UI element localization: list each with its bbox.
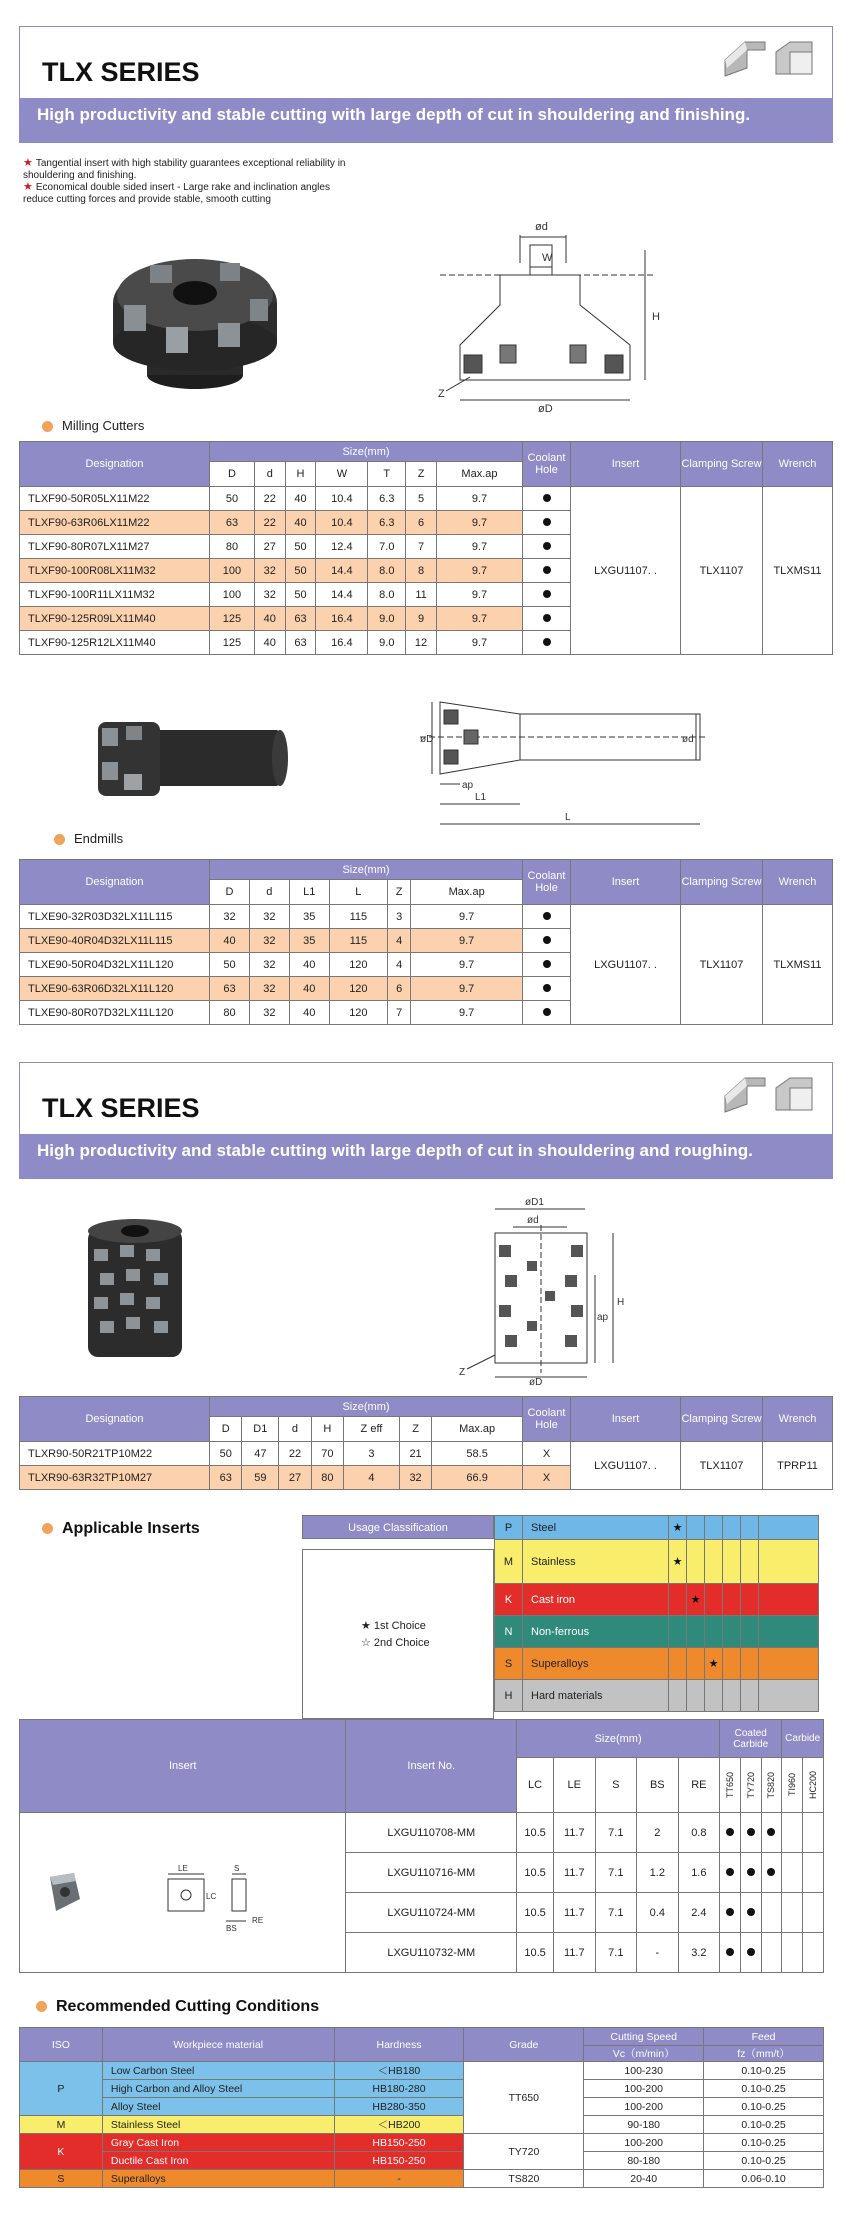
roughing-cutter-photo [80,1215,190,1365]
endmill-photo [90,712,290,812]
grade-cell [723,1516,741,1540]
star-icon: ★ [23,181,33,193]
material-spacer [759,1516,819,1540]
milling-cutter-drawing [430,215,670,415]
svg-text:LE: LE [178,1864,188,1873]
grade-cell [741,1516,759,1540]
material-row [495,1584,819,1616]
material-row [495,1616,819,1648]
material-name: Superalloys [523,1648,669,1680]
material-name: Steel [523,1516,669,1540]
coolant-dot-icon [543,518,551,526]
coolant-dot-icon [543,494,551,502]
table-row: TLXF90-63R06LX11M22 63 22 40 10.4 6.3 6 9.7 [20,511,833,535]
table-row: M Stainless Steel ＜HB200 90-180 0.10-0.25 [20,2116,824,2134]
grade-cell [741,1584,759,1616]
recommended-dot-icon [726,1908,734,1916]
coolant-dot-icon [543,638,551,646]
grade-cell: ★ [669,1516,687,1540]
svg-text:øD: øD [420,734,434,745]
grade-cell [705,1584,723,1616]
table-row: P Low Carbon Steel ＜HB180 TT650 100-230 0.10-0.25 [20,2062,824,2080]
recommended-dot-icon [726,1868,734,1876]
material-spacer [759,1584,819,1616]
material-spacer [759,1648,819,1680]
grade-cell: ★ [669,1540,687,1584]
material-spacer [759,1540,819,1584]
svg-text:Z: Z [438,388,445,400]
table-row: TLXF90-100R08LX11M32 100 32 50 14.4 8.0 8 9.7 [20,559,833,583]
coolant-dot-icon [543,936,551,944]
svg-text:ød: ød [535,221,548,233]
table-row: High Carbon and Alloy Steel HB180-280 100-200 0.10-0.25 [20,2080,824,2098]
table-row: TLXE90-80R07D32LX11L120 80 32 40 120 7 9.7 [20,1001,833,1025]
svg-text:S: S [234,1864,240,1873]
insert-table [19,1719,824,1972]
second-choice-legend: ☆ 2nd Choice [361,1637,430,1649]
table-row: TLXE90-50R04D32LX11L120 50 32 40 120 4 9.7 [20,953,833,977]
svg-text:ød: ød [682,734,694,745]
grade-cell [723,1648,741,1680]
svg-text:RE: RE [252,1916,264,1925]
material-classification-grid [494,1515,824,1719]
coolant-dot-icon [543,542,551,550]
svg-text:Z: Z [459,1367,466,1378]
grade-cell [687,1680,705,1712]
grade-cell [741,1680,759,1712]
grade-cell [705,1680,723,1712]
shoulder-icon [723,1074,767,1114]
roughing-cutter-drawing [455,1195,635,1385]
feature-2: ★ Economical double sided insert - Large rake and inclination angles reduce cutting forces and provide stable, smooth cutting [23,181,330,205]
material-name: Stainless [523,1540,669,1584]
grade-cell [669,1648,687,1680]
svg-text:W: W [542,252,553,264]
svg-text:L1: L1 [475,792,487,803]
table-row: TLXF90-125R12LX11M40 125 40 63 16.4 9.0 12 9.7 [20,631,833,655]
star-icon: ★ [23,157,33,169]
material-name: Non-ferrous [523,1616,669,1648]
face-icon [772,1074,816,1114]
grade-cell [705,1616,723,1648]
svg-text:ød: ød [527,1215,539,1226]
recommended-dot-icon [747,1868,755,1876]
series-title-2: TLX SERIES [42,1093,200,1123]
recommended-dot-icon [726,1948,734,1956]
grade-cell [705,1540,723,1584]
series-title-1: TLX SERIES [42,57,200,87]
table-row: LE LC S BS RE LXGU110708-MM 10.5 11.7 7.1 2 0.8 [20,1813,824,1853]
bullet-icon [36,2001,47,2012]
grade-cell [669,1584,687,1616]
svg-text:H: H [652,311,660,323]
table-row: Ductile Cast Iron HB150-250 80-180 0.10-0.25 [20,2152,824,2170]
svg-text:ap: ap [462,780,474,791]
face-icon [772,38,816,78]
material-row [495,1516,819,1540]
material-row [495,1540,819,1584]
svg-text:L: L [565,812,571,823]
cutting-conditions-title: Recommended Cutting Conditions [36,1998,319,2016]
material-spacer [759,1616,819,1648]
grade-cell: ★ [705,1648,723,1680]
recommended-dot-icon [726,1828,734,1836]
shoulder-icon [723,38,767,78]
grade-cell [723,1584,741,1616]
material-code: K [495,1584,523,1616]
table-row: TLXR90-50R21TP10M22 50 47 22 70 3 21 58.5 X LXGU1107. . TLX1107 TPRP11 [20,1442,833,1466]
grade-cell [723,1540,741,1584]
series-band-2: High productivity and stable cutting with large depth of cut in shouldering and roughing. [19,1134,833,1178]
grade-cell [687,1516,705,1540]
table-row: TLXF90-125R09LX11M40 125 40 63 16.4 9.0 9 9.7 [20,607,833,631]
coolant-dot-icon [543,614,551,622]
svg-text:øD: øD [538,403,553,415]
table-row: Alloy Steel HB280-350 100-200 0.10-0.25 [20,2098,824,2116]
bullet-icon [42,421,53,432]
recommended-dot-icon [767,1828,775,1836]
table-row: LXGU110732-MM 10.5 11.7 7.1 - 3.2 [20,1933,824,1973]
grade-cell [741,1648,759,1680]
material-row [495,1680,819,1712]
roughing-table: Designation Size(mm) Coolant Hole Insert Clamping Screw Wrench D D1 d H Z eff Z Max.ap TLXR90-50R21TP10M22 50 47 22 70 3 21 58.5 X LXGU1107. . TLX1107 TPRP11 TLXR90-63R32TP10M27 63 59 27 80 4 32 66.9 X [19,1396,833,1490]
coolant-dot-icon [543,960,551,968]
grade-cell [723,1680,741,1712]
table-row: K Gray Cast Iron HB150-250 TY720 100-200 0.10-0.25 [20,2134,824,2152]
coolant-dot-icon [543,566,551,574]
table-row: TLXE90-32R03D32LX11L115 32 32 35 115 3 9.7 LXGU1107. . TLX1107 TLXMS11 [20,905,833,929]
material-row [495,1648,819,1680]
recommended-dot-icon [767,1868,775,1876]
grade-cell [669,1680,687,1712]
insert-dimension-drawing [148,1859,278,1942]
svg-text:øD1: øD1 [525,1197,544,1208]
milling-cutters-label: Milling Cutters [42,418,144,433]
grade-cell [705,1516,723,1540]
table-row: TLXF90-100R11LX11M32 100 32 50 14.4 8.0 11 9.7 [20,583,833,607]
table-row: LXGU110716-MM 10.5 11.7 7.1 1.2 1.6 [20,1853,824,1893]
grade-cell [741,1616,759,1648]
endmills-label: Endmills [54,831,123,846]
grade-cell: ★ [687,1584,705,1616]
insert-photo [44,1871,84,1918]
svg-text:BS: BS [226,1924,237,1933]
cutting-conditions-table: ISO Workpiece material Hardness Grade Cutting Speed Feed Vc（m/min） fz（mm/t） P Low Carbon Steel ＜HB180 TT650 100-230 0.10-0.25 High Carbon and Alloy Steel HB180-280 100-200 0.10-0.25 Alloy Steel HB280-350 100-200 0.10-0.25 M Stainless Steel ＜HB200 90-180 0.10-0.25 K Gray Cast Iron HB150-250 TY720 100-200 0.10-0.25 Ductile Cast Iron HB150-250 80-180 0.10-0.25 S Superalloys - TS820 20-40 0.06-0.10 [19,2027,824,2188]
feature-1: ★ Tangential insert with high stability guarantees exceptional reliability in shouldering and finishing. [23,157,346,181]
table-row: TLXF90-80R07LX11M27 80 27 50 12.4 7.0 7 9.7 [20,535,833,559]
svg-text:øD: øD [529,1377,543,1385]
table-row: TLXR90-63R32TP10M27 63 59 27 80 4 32 66.9 X [20,1466,833,1490]
coolant-dot-icon [543,912,551,920]
table-row: S Superalloys - TS820 20-40 0.06-0.10 [20,2170,824,2188]
usage-legend-box [302,1549,494,1719]
recommended-dot-icon [747,1908,755,1916]
svg-text:ap: ap [597,1312,609,1323]
first-choice-legend: ★ 1st Choice [361,1620,426,1632]
endmills-table: Designation Size(mm) Coolant Hole Insert Clamping Screw Wrench D d L1 L Z Max.ap TLXE90-32R03D32LX11L115 32 32 35 115 3 9.7 LXGU1107. . TLX1107 TLXMS11 TLXE90-40R04D32LX11L115 40 32 35 115 4 9.7 TLXE90-50R04D32LX11L120 50 32 40 120 4 9.7 TLXE90-63R06D32LX11L120 63 32 40 120 6 9.7 TLXE90-80R07D32LX11L120 80 32 40 120 7 9.7 [19,859,833,1025]
grade-cell [687,1540,705,1584]
material-code: N [495,1616,523,1648]
material-code: S [495,1648,523,1680]
endmill-drawing [420,692,710,837]
insert-spec-table: Insert Insert No. Size(mm) Coated Carbide Carbide LC LE S BS RE TT650 TY720 TS820 TI960 HC200 LE LC S BS RE LXGU110708-MM 10.5 11.7 7.1 2 0.8 LXGU110716-MM 10.5 11.7 7.1 1.2 1.6 LXGU110724-MM 10.5 11.7 7.1 0.4 2.4 LXGU110732-MM 10.5 11.7 7.1 - 3.2 [19,1719,824,1973]
coolant-dot-icon [543,590,551,598]
grade-cell [669,1616,687,1648]
svg-text:H: H [617,1297,625,1308]
material-spacer [759,1680,819,1712]
table-row: LXGU110724-MM 10.5 11.7 7.1 0.4 2.4 [20,1893,824,1933]
coolant-dot-icon [543,1008,551,1016]
coolant-dot-icon [543,984,551,992]
table-row: TLXE90-63R06D32LX11L120 63 32 40 120 6 9.7 [20,977,833,1001]
material-code: P [495,1516,523,1540]
table-row: TLXF90-50R05LX11M22 50 22 40 10.4 6.3 5 9.7 LXGU1107. . TLX1107 TLXMS11 [20,487,833,511]
material-name: Cast iron [523,1584,669,1616]
usage-classification-header: Usage Classification [302,1515,494,1539]
material-name: Hard materials [523,1680,669,1712]
milling-cutter-photo [110,235,280,405]
grade-cell [741,1540,759,1584]
bullet-icon [42,1523,53,1534]
grade-cell [687,1648,705,1680]
applicable-inserts-title: Applicable Inserts [42,1520,200,1538]
series-band-1: High productivity and stable cutting with large depth of cut in shouldering and finishing. [19,98,833,142]
grade-cell [723,1616,741,1648]
material-code: M [495,1540,523,1584]
table-row: TLXE90-40R04D32LX11L115 40 32 35 115 4 9.7 [20,929,833,953]
milling-cutters-table: Designation Size(mm) Coolant Hole Insert Clamping Screw Wrench D d H W T Z Max.ap TLXF90-50R05LX11M22 50 22 40 10.4 6.3 5 9.7 LXGU1107. . TLX1107 TLXMS11 TLXF90-63R06LX11M22 63 22 40 10.4 6.3 6 9.7 TLXF90-80R07LX11M27 80 27 50 12.4 7.0 7 9.7 TLXF90-100R08LX11M32 100 32 50 14.4 8.0 8 9.7 TLXF90-100R11LX11M32 100 32 50 14.4 8.0 11 9.7 TLXF90-125R09LX11M40 125 40 63 16.4 9.0 9 9.7 TLXF90-125R12LX11M40 125 40 63 16.4 9.0 12 9.7 [19,441,833,655]
recommended-dot-icon [747,1828,755,1836]
recommended-dot-icon [747,1948,755,1956]
svg-text:LC: LC [206,1892,217,1901]
material-code: H [495,1680,523,1712]
grade-cell [687,1616,705,1648]
bullet-icon [54,834,65,845]
